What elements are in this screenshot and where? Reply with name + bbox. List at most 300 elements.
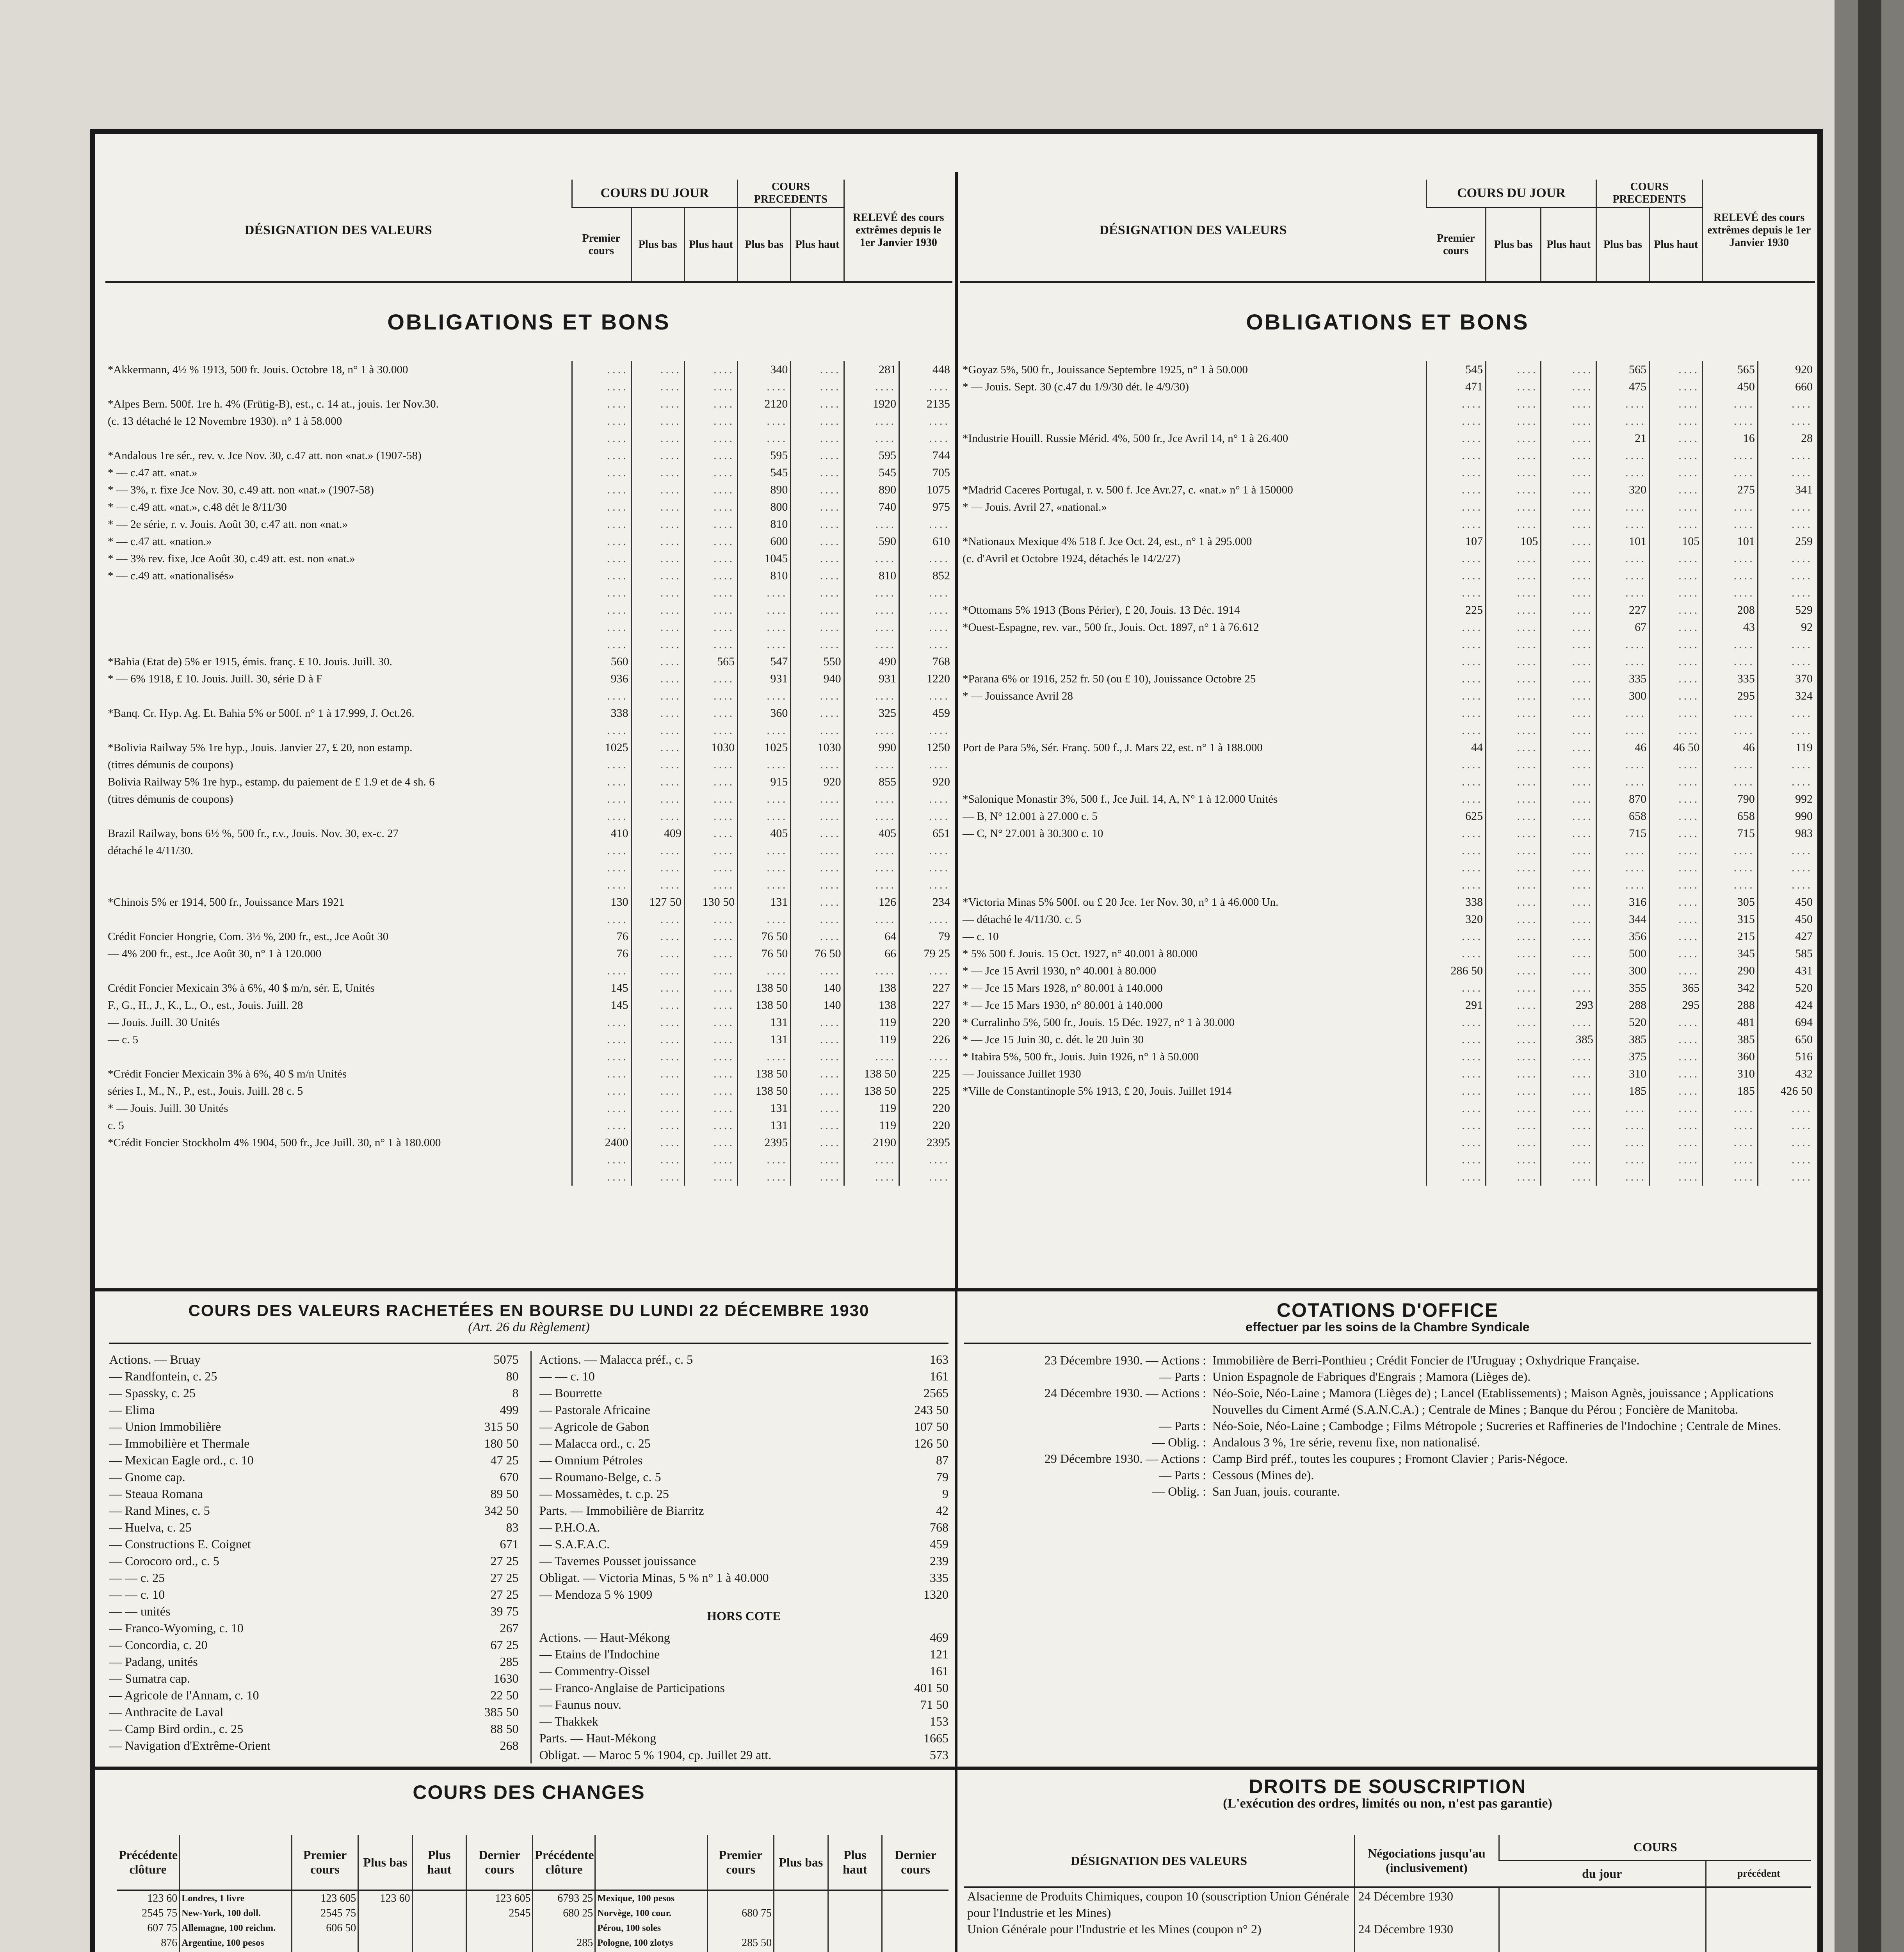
change-value: 285 [533,1936,595,1950]
obligation-value [1596,447,1649,464]
change-value: 123 60 [358,1890,412,1906]
obligation-row [960,619,1815,636]
obligation-value [1703,653,1758,670]
obligation-value [1596,1151,1649,1168]
leader-dots: .... [1461,415,1483,427]
change-value [292,1936,358,1950]
leader-dots: .... [1461,878,1483,891]
obligation-row [105,1151,952,1168]
leader-dots: .... [1678,1033,1700,1046]
obligation-name: * — c.49 att. «nat.», c.48 dét le 8/11/30 [108,501,287,513]
leader-dots: .... [1517,449,1538,462]
rachetee-row [109,1519,519,1536]
leader-dots: .... [714,1102,735,1115]
obligation-value [1486,395,1541,413]
rachetee-name: — Spassky, c. 25 [109,1386,196,1400]
obligation-row [105,928,952,945]
obligation-value [1486,464,1541,481]
obligation-value [631,584,684,602]
obligation-value: 744 [899,447,952,464]
obligation-value: 138 50 [738,997,791,1014]
leader-dots: .... [1733,586,1755,599]
rachetee-row [109,1620,519,1637]
leader-dots: .... [1678,844,1700,857]
obligation-value: 79 25 [899,945,952,962]
souscription-col-designation: DÉSIGNATION DES VALEURS [964,1835,1354,1887]
obligation-name [105,1048,572,1065]
obligation-value: 481 [1703,1014,1758,1031]
obligation-value: 931 [738,670,791,687]
leader-dots: .... [1461,844,1483,857]
obligation-value [684,464,737,481]
leader-dots: .... [1461,724,1483,737]
obligation-row [105,876,952,894]
leader-dots: .... [1517,397,1538,410]
leader-dots: .... [714,518,735,531]
rachetee-price: 161 [930,1664,948,1678]
leader-dots: .... [607,724,628,737]
obligation-row [960,791,1815,808]
obligation-value: 855 [844,773,899,791]
col-prec-bas: Plus bas [738,208,791,282]
obligation-value [1541,653,1596,670]
obligation-value [1758,1100,1815,1117]
leader-dots: .... [1572,775,1593,788]
leader-dots: .... [929,689,950,702]
leader-dots: .... [660,1050,682,1063]
leader-dots: .... [714,810,735,823]
obligation-value [631,464,684,481]
obligation-value [631,911,684,928]
leader-dots: .... [820,913,841,926]
rachetee-row [539,1730,949,1747]
rachetee-row [109,1653,519,1670]
leader-dots: .... [714,844,735,857]
obligation-value [572,1168,631,1186]
obligation-value: 225 [899,1065,952,1083]
obligation-value [572,756,631,773]
obligations-table-left [105,180,952,1186]
obligation-value [572,636,631,653]
obligation-value: 76 50 [738,928,791,945]
souscription-row [964,1921,1811,1937]
obligation-value: 310 [1596,1065,1649,1083]
leader-dots: .... [1678,724,1700,737]
obligation-value [1427,945,1486,962]
obligation-row [105,894,952,911]
leader-dots: .... [767,793,788,805]
obligation-value: 310 [1703,1065,1758,1083]
rachetee-row [539,1519,949,1536]
obligation-value [738,962,791,980]
obligation-name [960,464,1427,481]
obligation-value [1650,1083,1703,1100]
rachetee-row [109,1670,519,1687]
obligation-value [1650,619,1703,636]
obligation-name [960,1100,1427,1117]
obligation-value [1703,550,1758,567]
leader-dots: .... [607,1153,628,1166]
changes-row [117,1921,948,1936]
rachetee-name: — Agricole de l'Annam, c. 10 [109,1688,259,1702]
obligation-name [960,653,1427,670]
leader-dots: .... [607,380,628,393]
obligation-value: 226 [899,1031,952,1048]
obligation-value [1703,584,1758,602]
leader-dots: .... [1517,621,1538,634]
souscription-empty [1354,1937,1499,1952]
cotation-entry [964,1418,1811,1434]
obligation-row [960,1100,1815,1117]
obligation-value [684,361,737,378]
leader-dots: .... [714,861,735,874]
rachetee-row [109,1469,519,1485]
leader-dots: .... [929,964,950,977]
leader-dots: .... [875,380,897,393]
obligation-value: 810 [738,567,791,584]
change-currency: Pologne, 100 zlotys [595,1936,708,1950]
rachetee-price: 163 [930,1352,948,1366]
obligation-value [1541,1134,1596,1151]
rachetee-name: Parts. — Haut-Mékong [539,1731,657,1745]
leader-dots: .... [607,449,628,462]
leader-dots: .... [820,466,841,479]
leader-dots: .... [1733,878,1755,891]
leader-dots: .... [1461,518,1483,531]
leader-dots: .... [929,1170,950,1183]
center-divider-top [955,172,958,1288]
rachetee-row [109,1435,519,1452]
obligation-value [1486,825,1541,842]
obligation-value [1541,464,1596,481]
change-value [828,1890,882,1906]
obligation-row [960,395,1815,413]
change-value [828,1921,882,1936]
obligation-value: 290 [1703,962,1758,980]
obligation-value [1650,567,1703,584]
obligation-value [1541,756,1596,773]
col-releve: RELEVÉ des cours extrêmes depuis le 1er Janvier 1930 [844,180,952,282]
obligation-value: 138 [844,997,899,1014]
obligation-row [105,602,952,619]
obligation-value: 547 [738,653,791,670]
souscription-filler [964,1937,1811,1952]
obligation-value [1596,567,1649,584]
leader-dots: .... [1572,586,1593,599]
col-designation-r: DÉSIGNATION DES VALEURS [960,180,1427,282]
obligation-name: * — c.47 att. «nation.» [108,535,212,548]
obligation-row [960,1048,1815,1065]
rachetee-price: 768 [930,1520,948,1534]
obligation-value [1541,481,1596,499]
obligation-row [105,619,952,636]
obligation-name: (titres démunis de coupons) [108,759,233,771]
col-designation: DÉSIGNATION DES VALEURS [105,180,572,282]
leader-dots: .... [1625,586,1647,599]
rachetee-name: — Constructions E. Coignet [109,1537,251,1551]
leader-dots: .... [1678,896,1700,908]
obligation-value: 293 [1541,997,1596,1014]
obligation-value [791,447,844,464]
cotations-subtitle: effectuer par les soins de la Chambre Syndicale [1246,1320,1530,1334]
leader-dots: .... [820,1016,841,1029]
leader-dots: .... [1517,586,1538,599]
obligation-name: * — Jce 15 Avril 1930, n° 40.001 à 80.000 [963,965,1156,977]
change-value [358,1921,412,1936]
leader-dots: .... [1461,981,1483,994]
leader-dots: .... [1678,878,1700,891]
obligation-value [684,619,737,636]
obligation-value [684,1117,737,1134]
leader-dots: .... [607,552,628,565]
obligation-value [631,1048,684,1065]
leader-dots: .... [1461,500,1483,513]
leader-dots: .... [820,896,841,908]
obligation-value [631,413,684,430]
obligation-value [1541,619,1596,636]
cotation-text: Néo-Soie, Néo-Laine ; Cambodge ; Films Métropole ; Sucreries et Raffineries de l'Indochine ; Centrale de Mines. [1212,1419,1781,1433]
obligation-value [1486,1048,1541,1065]
obligation-value [1650,602,1703,619]
obligation-value [1427,636,1486,653]
obligation-value [1541,980,1596,997]
cotation-entry [964,1352,1811,1368]
obligation-name: * — 3% rev. fixe, Jce Août 30, c.49 att. est. non «nat.» [108,552,355,565]
obligation-value [1596,550,1649,567]
obligation-value: 21 [1596,430,1649,447]
obligation-row [960,1134,1815,1151]
obligation-value [1541,378,1596,395]
obligation-value [791,962,844,980]
obligation-value: 529 [1758,602,1815,619]
obligation-value [1758,705,1815,722]
obligation-value [791,636,844,653]
leader-dots: .... [714,483,735,496]
obligation-value [631,859,684,876]
rachetee-name: — S.A.F.A.C. [539,1537,610,1551]
obligation-row [105,791,952,808]
rachetee-name: — Faunus nouv. [539,1697,621,1712]
obligation-value: 335 [1703,670,1758,687]
leader-dots: .... [1461,552,1483,565]
change-value [882,1950,948,1952]
obligation-value [1541,395,1596,413]
leader-dots: .... [1678,466,1700,479]
rachetee-price: 67 25 [490,1638,519,1652]
leader-dots: .... [875,861,897,874]
obligation-row [960,928,1815,945]
obligation-value [738,911,791,928]
obligation-value: 220 [899,1014,952,1031]
obligation-name: *Ottomans 5% 1913 (Bons Périer), £ 20, Jouis. 13 Déc. 1914 [963,604,1240,616]
obligation-value [1541,773,1596,791]
leader-dots: .... [1572,655,1593,668]
leader-dots: .... [660,380,682,393]
leader-dots: .... [660,415,682,427]
obligation-value: 660 [1758,378,1815,395]
leader-dots: .... [767,621,788,634]
obligation-value [1541,945,1596,962]
obligation-value [1703,859,1758,876]
changes-col-3: Plus haut [412,1835,466,1890]
leader-dots: .... [1461,1033,1483,1046]
leader-dots: .... [1517,552,1538,565]
leader-dots: .... [929,552,950,565]
rachetee-name: — Randfontein, c. 25 [109,1369,217,1383]
leader-dots: .... [767,724,788,737]
obligation-name: *Crédit Foncier Stockholm 4% 1904, 500 fr., Jce Juill. 30, n° 1 à 180.000 [108,1136,441,1149]
leader-dots: .... [660,672,682,685]
rachetee-name: Actions. — Haut-Mékong [539,1630,670,1644]
cotation-entry [964,1385,1811,1418]
leader-dots: .... [714,947,735,960]
leader-dots: .... [714,913,735,926]
obligation-value [738,413,791,430]
obligation-value [1650,773,1703,791]
obligation-value: 565 [1703,361,1758,378]
obligation-value [1541,1168,1596,1186]
obligation-value [1596,1117,1649,1134]
leader-dots: .... [1678,1136,1700,1149]
rachetee-row [539,1629,949,1646]
obligation-value [631,361,684,378]
leader-dots: .... [1461,1085,1483,1097]
rachetee-row [109,1452,519,1469]
rachetee-row [109,1704,519,1720]
obligation-value [738,584,791,602]
obligation-value [1650,722,1703,739]
rachetee-price: 161 [930,1369,948,1383]
obligation-value [899,962,952,980]
obligation-name [960,842,1427,859]
obligation-value: 131 [738,1117,791,1134]
obligation-value: 520 [1758,980,1815,997]
obligation-value [1427,687,1486,705]
obligation-value: 220 [899,1117,952,1134]
col-premier-r: Premier cours [1427,208,1486,282]
leader-dots: .... [820,827,841,840]
leader-dots: .... [875,878,897,891]
obligation-value: 1025 [738,739,791,756]
obligation-value [684,430,737,447]
rachetee-row [539,1402,949,1418]
obligation-value [572,876,631,894]
leader-dots: .... [660,1016,682,1029]
rachetee-price: 39 75 [490,1604,519,1618]
obligation-value [1650,1065,1703,1083]
leader-dots: .... [714,793,735,805]
obligation-value: 920 [899,773,952,791]
obligation-value: 385 [1596,1031,1649,1048]
obligation-value [1650,876,1703,894]
leader-dots: .... [1572,552,1593,565]
obligation-value [1650,911,1703,928]
obligation-value [631,842,684,859]
obligation-value [1650,825,1703,842]
obligation-value: 355 [1596,980,1649,997]
obligation-value [1541,1117,1596,1134]
obligation-value [1427,395,1486,413]
leader-dots: .... [1461,1136,1483,1149]
cotation-text: Immobilière de Berri-Ponthieu ; Crédit Foncier de l'Uruguay ; Oxhydrique Française. [1212,1353,1640,1367]
change-value [707,1950,774,1952]
leader-dots: .... [1678,1119,1700,1132]
leader-dots: .... [1625,449,1647,462]
obligation-value [572,481,631,499]
rachetee-name: — Roumano-Belge, c. 5 [539,1470,661,1484]
leader-dots: .... [714,552,735,565]
obligation-row [960,464,1815,481]
obligation-value [572,1031,631,1048]
leader-dots: .... [1792,724,1813,737]
obligation-value: 975 [899,499,952,516]
obligation-value [1758,447,1815,464]
rachetee-row [539,1569,949,1586]
obligation-row [960,962,1815,980]
leader-dots: .... [607,964,628,977]
obligation-row [105,980,952,997]
leader-dots: .... [1517,896,1538,908]
rachetee-row [109,1720,519,1737]
rachetee-name: Obligat. — Maroc 5 % 1904, cp. Juillet 29 att. [539,1748,772,1762]
leader-dots: .... [1792,466,1813,479]
obligation-value [1486,842,1541,859]
leader-dots: .... [660,655,682,668]
leader-dots: .... [1625,724,1647,737]
obligation-value: 800 [738,499,791,516]
leader-dots: .... [1517,861,1538,874]
obligation-value [1427,464,1486,481]
obligation-value [1703,567,1758,584]
leader-dots: .... [660,363,682,376]
leader-dots: .... [660,999,682,1012]
obligation-name: (titres démunis de coupons) [108,793,233,805]
obligation-value: 940 [791,670,844,687]
leader-dots: .... [767,380,788,393]
obligation-value [1486,584,1541,602]
obligation-value: 768 [899,653,952,670]
leader-dots: .... [660,483,682,496]
leader-dots: .... [820,1170,841,1183]
rachetee-row [109,1553,519,1569]
rachetee-price: 499 [500,1403,519,1417]
leader-dots: .... [714,586,735,599]
obligation-value [572,722,631,739]
obligation-name [960,1134,1427,1151]
leader-dots: .... [1792,861,1813,874]
obligation-value [1758,395,1815,413]
leader-dots: .... [1625,552,1647,565]
obligation-value [631,1065,684,1083]
obligation-value [631,687,684,705]
leader-dots: .... [607,861,628,874]
rachetee-price: 27 25 [490,1571,519,1585]
souscription-subtitle: (L'exécution des ordres, limités ou non, n'est pas garantie) [1223,1796,1552,1811]
obligation-value [1541,808,1596,825]
leader-dots: .... [767,964,788,977]
leader-dots: .... [820,1085,841,1097]
obligation-value [1758,584,1815,602]
obligation-value [1703,636,1758,653]
obligation-value [572,499,631,516]
obligation-value [572,533,631,550]
leader-dots: .... [875,1153,897,1166]
leader-dots: .... [1678,518,1700,531]
obligation-value [684,584,737,602]
obligation-name: — Jouissance Juillet 1930 [963,1068,1081,1080]
leader-dots: .... [1678,775,1700,788]
obligation-name: *Andalous 1re sér., rev. v. Jce Nov. 30, c.47 att. non «nat.» (1907-58) [108,449,422,462]
